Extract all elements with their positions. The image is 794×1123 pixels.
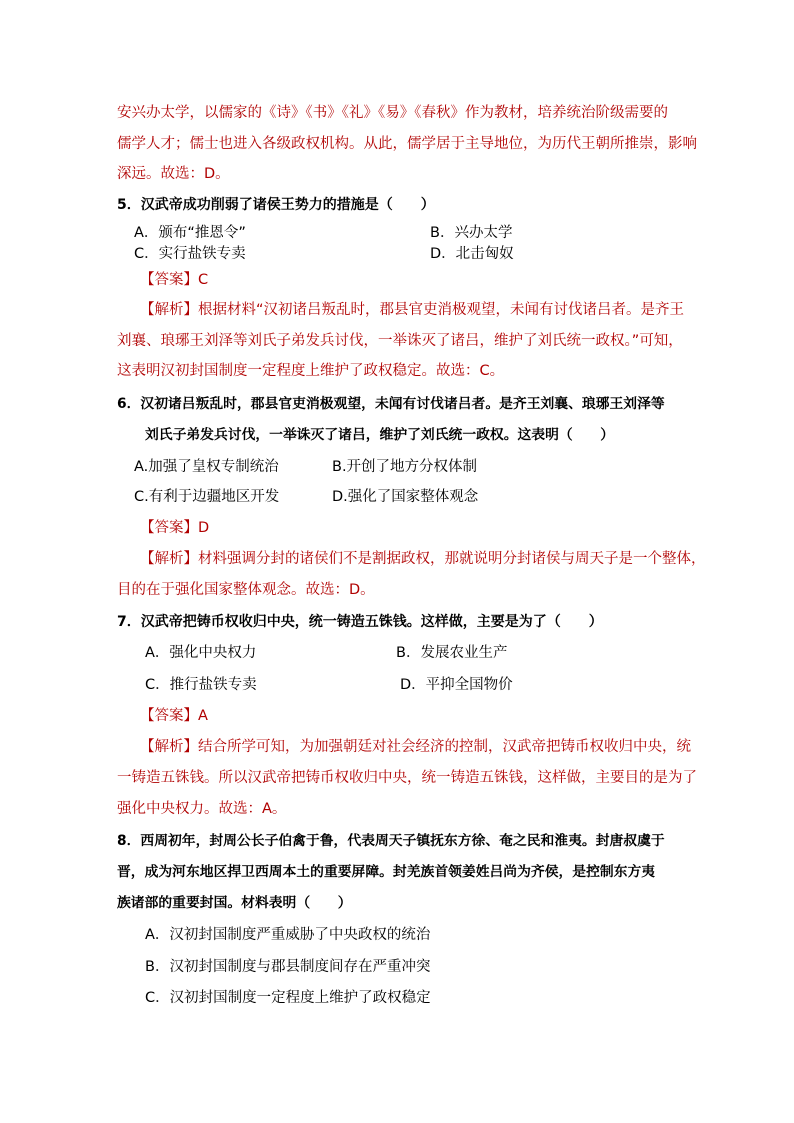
- answer-value: A: [198, 708, 208, 724]
- answer-value: D: [198, 520, 210, 536]
- question-6-stem-line-1: 6．汉初诸吕叛乱时，郡县官吏消极观望，未闻有讨伐诸吕者。是齐王刘襄、琅琊王刘泽等: [117, 396, 665, 412]
- answer-label: 【答案】: [140, 708, 198, 724]
- q7-analysis-line-1: [140, 737, 691, 757]
- q5-analysis-line-1: [140, 300, 684, 320]
- analysis-text: 材料强调分封的诸侯们不是割据政权，那就说明分封诸侯与周天子是一个整体，: [198, 551, 706, 567]
- intro-analysis-line-3: 深远。故选：D。: [117, 166, 230, 182]
- intro-analysis-line-2: 儒学人才；儒士也进入各级政权机构。从此，儒学居于主导地位，为历代王朝所推崇，影响: [117, 136, 697, 152]
- q6-option-c: C.有利于边疆地区开发: [134, 489, 280, 505]
- analysis-label: 【解析】: [140, 551, 198, 567]
- question-7-stem: 7．汉武帝把铸币权收归中央，统一铸造五铢钱。这样做，主要是为了（ ）: [117, 614, 603, 630]
- analysis-text: 结合所学可知，为加强朝廷对社会经济的控制，汉武帝把铸币权收归中央，统: [198, 739, 691, 755]
- q8-option-a: A．汉初封国制度严重威胁了中央政权的统治: [145, 927, 431, 943]
- q7-option-d: D．平抑全国物价: [400, 677, 513, 693]
- q5-answer: [140, 270, 208, 290]
- analysis-text: 根据材料“汉初诸吕叛乱时，郡县官吏消极观望，未闻有讨伐诸吕者。是齐王: [198, 302, 685, 318]
- q7-answer: [140, 706, 208, 726]
- analysis-label: 【解析】: [140, 739, 198, 755]
- q5-option-a: A．颁布“推恩令”: [134, 225, 246, 241]
- q5-option-c: C．实行盐铁专卖: [134, 246, 246, 262]
- analysis-label: 【解析】: [140, 302, 198, 318]
- q7-analysis-line-3: 强化中央权力。故选：A。: [117, 801, 287, 817]
- q7-option-a: A．强化中央权力: [145, 645, 257, 661]
- question-5-stem: 5．汉武帝成功削弱了诸侯王势力的措施是（ ）: [117, 197, 435, 213]
- question-8-stem-line-3: 族诸部的重要封国。材料表明（ ）: [117, 895, 352, 911]
- intro-analysis-line-1: 安兴办太学，以儒家的《诗》《书》《礼》《易》《春秋》作为教材，培养统治阶级需要的: [117, 105, 668, 121]
- q7-analysis-line-2: 一铸造五铢钱。所以汉武帝把铸币权收归中央，统一铸造五铢钱，这样做，主要目的是为了: [117, 770, 697, 786]
- q5-option-b: B．兴办太学: [430, 225, 513, 241]
- q8-option-c: C．汉初封国制度一定程度上维护了政权稳定: [145, 990, 431, 1006]
- question-8-stem-line-2: 晋，成为河东地区捍卫西周本土的重要屏障。封羌族首领姜姓吕尚为齐侯，是控制东方夷: [117, 864, 656, 880]
- q6-analysis-line-2: 目的在于强化国家整体观念。故选：D。: [117, 582, 375, 598]
- q5-analysis-line-3: 这表明汉初封国制度一定程度上维护了政权稳定。故选：C。: [117, 363, 505, 379]
- q7-option-c: C．推行盐铁专卖: [145, 677, 257, 693]
- answer-value: C: [198, 272, 209, 288]
- q6-analysis-line-1: [140, 549, 706, 569]
- question-6-stem-line-2: 刘氏子弟发兵讨伐，一举诛灭了诸吕，维护了刘氏统一政权。这表明（ ）: [145, 427, 615, 443]
- answer-label: 【答案】: [140, 520, 198, 536]
- q7-option-b: B．发展农业生产: [396, 645, 508, 661]
- question-8-stem-line-1: 8．西周初年，封周公长子伯禽于鲁，代表周天子镇抚东方徐、奄之民和淮夷。封唐叔虞于: [117, 833, 665, 849]
- q6-option-d: D.强化了国家整体观念: [332, 489, 479, 505]
- answer-label: 【答案】: [140, 272, 198, 288]
- q6-option-a: A.加强了皇权专制统治: [134, 459, 279, 475]
- q5-option-d: D．北击匈奴: [430, 246, 514, 262]
- q8-option-b: B．汉初封国制度与郡县制度间存在严重冲突: [145, 959, 431, 975]
- q6-answer: [140, 518, 209, 538]
- q5-analysis-line-2: 刘襄、琅琊王刘泽等刘氏子弟发兵讨伐，一举诛灭了诸吕，维护了刘氏统一政权。”可知，: [117, 333, 683, 349]
- q6-option-b: B.开创了地方分权体制: [332, 459, 478, 475]
